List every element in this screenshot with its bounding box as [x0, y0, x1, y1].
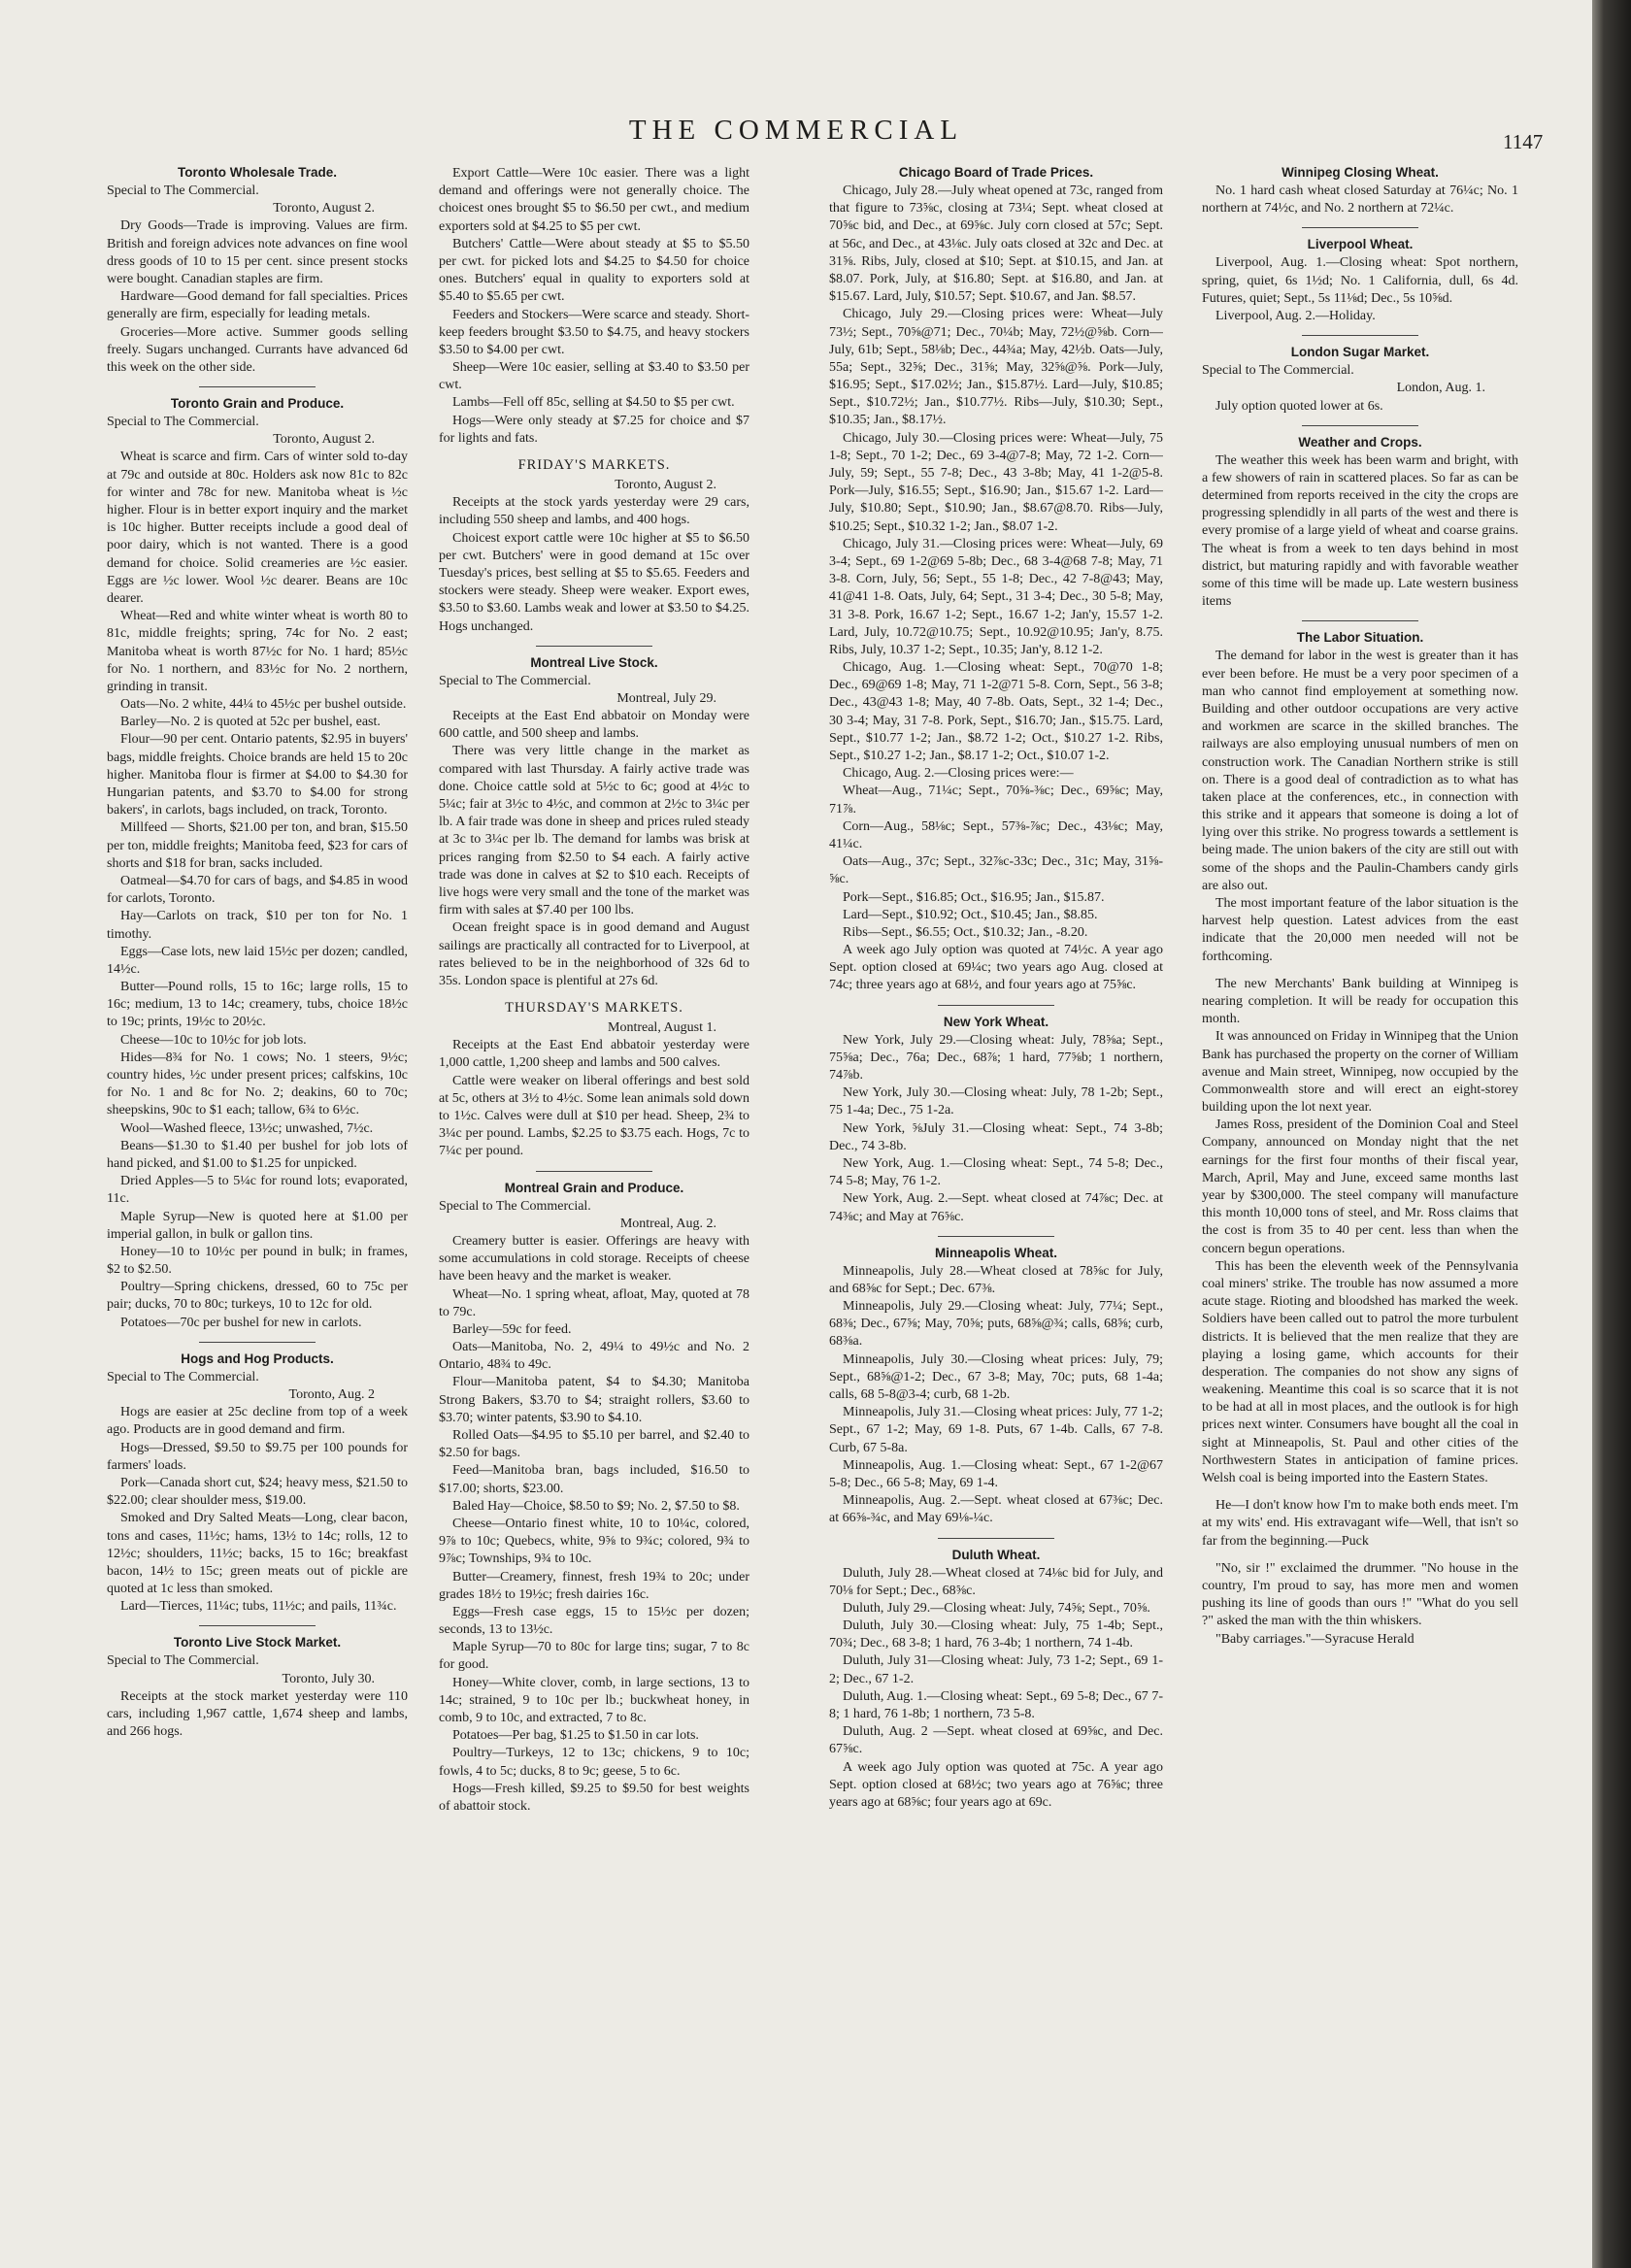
article-paragraph: Export Cattle—Were 10c easier. There was a light demand and offerings were not generally choice. The choicest ones brought $5 to $6.50 per cwt., and medium exporters sold at $4.25 to $5 per cwt.: [439, 166, 749, 234]
section-divider: [199, 386, 316, 387]
article-headline: Montreal Live Stock.: [530, 654, 658, 670]
article-paragraph: Maple Syrup—New is quoted here at $1.00 per imperial gallon, in bulk or gallon tins.: [107, 1209, 408, 1242]
article-dateline: Montreal, Aug. 2.: [619, 1216, 716, 1231]
article-byline: Special to The Commercial.: [439, 673, 591, 688]
article-paragraph: July option quoted lower at 6s.: [1215, 398, 1383, 414]
article-paragraph: Wheat—Red and white winter wheat is worth 80 to 81c, middle freights; spring, 74c for No. 2 east; Manitoba wheat is worth 87½c for No. 1 hard; 85½c for No. 1 northern, and 83½c for No. 2 northern, grinding in transit.: [107, 609, 408, 694]
article-headline: Liverpool Wheat.: [1307, 237, 1414, 252]
article: [1202, 345, 1518, 416]
article-paragraph: Baled Hay—Choice, $8.50 to $9; No. 2, $7.50 to $8.: [452, 1498, 740, 1514]
article-paragraph: New York, Aug. 2.—Sept. wheat closed at 74⅞c; Dec. at 74⅜c; and May at 76⅝c.: [829, 1191, 1163, 1224]
section-divider: [1302, 335, 1418, 336]
running-head: THE COMMERCIAL: [628, 115, 964, 146]
article-headline: Weather and Crops.: [1298, 434, 1422, 450]
article: [107, 396, 408, 1332]
article-paragraph: Duluth, July 30.—Closing wheat: July, 75 1-4b; Sept., 70¾; Dec., 68 3-8; 1 hard, 76 3-4b; 1 northern, 74 1-4b.: [829, 1618, 1163, 1651]
article: [107, 165, 408, 377]
article: [829, 165, 1163, 995]
article-paragraph: Honey—White clover, comb, in large sections, 13 to 14c; strained, 9 to 10c per lb.; buckwheat honey, in comb, 9 to 10c, and extracted, 7 to 8c.: [439, 1675, 749, 1725]
page-number: 1147: [1503, 130, 1544, 153]
article-paragraph: Groceries—More active. Summer goods selling freely. Sugars unchanged. Currants have advanced 6d this week on the other side.: [107, 324, 408, 375]
page-binding-edge: [1592, 0, 1631, 2268]
article-dateline: Toronto, August 2.: [273, 201, 375, 217]
article-paragraph: Duluth, July 29.—Closing wheat: July, 74⅝; Sept., 70⅝.: [843, 1600, 1150, 1616]
article-paragraph: A week ago July option was quoted at 75c. A year ago Sept. option closed at 68½c; two years ago at 76⅝c; three years ago at 68⅝c; four years ago at 69c.: [829, 1759, 1163, 1810]
article-dateline: Toronto, August 2.: [273, 432, 375, 448]
article-paragraph: Potatoes—70c per bushel for new in carlots.: [120, 1315, 362, 1330]
article-paragraph: Chicago, Aug. 1.—Closing wheat: Sept., 70@70 1-8; Dec., 69@69 1-8; May, 71 1-2@71 5-8. Corn, Sept., 56 3-8; Dec., 43@43 1-8; May, 40 7-8b. Oats, Sept., 32 1-4; Dec., 30 3-4; May, 31 7-8. Pork, Sept., $16.70; Jan., $15.75. Lard, Sept., $10.77 1-2; Jan., $8.72 1-2; Oct., $10.27 1-2. Ribs, Sept., $10.27 1-2; Jan., $8.17 1-2; Oct., $10.07 1-2.: [829, 660, 1163, 763]
article-paragraph: The most important feature of the labor situation is the harvest help question. Latest advices from the east indicate that the 20,000 men needed will not be forthcoming.: [1202, 896, 1518, 964]
section-divider: [1302, 227, 1418, 228]
article-paragraph: Wheat—Aug., 71¼c; Sept., 70⅝-⅜c; Dec., 69⅝c; May, 71⅞.: [829, 784, 1163, 817]
column-3: [829, 165, 1163, 2233]
article: [1202, 165, 1518, 217]
article-paragraph: Chicago, Aug. 2.—Closing prices were:—: [843, 766, 1074, 782]
article-paragraph: Pork—Canada short cut, $24; heavy mess, $21.50 to $22.00; clear shoulder mess, $19.00.: [107, 1475, 408, 1509]
article-paragraph: Eggs—Case lots, new laid 15½c per dozen; candled, 14½c.: [107, 944, 408, 977]
article-paragraph: Flour—Manitoba patent, $4 to $4.30; Manitoba Strong Bakers, $3.70 to $4; straight rollers, $3.60 to $3.70; winter patents, $3.90 to $4.10.: [439, 1375, 749, 1425]
section-divider: [536, 1171, 652, 1172]
article-paragraph: Beans—$1.30 to $1.40 per bushel for job lots of hand picked, and $1.00 to $1.25 for unpicked.: [107, 1138, 408, 1171]
article-paragraph: Duluth, Aug. 2 —Sept. wheat closed at 69⅝c, and Dec. 67⅝c.: [829, 1724, 1163, 1757]
article: [1202, 435, 1518, 612]
column-1: [107, 165, 408, 2233]
article-paragraph: Barley—59c for feed.: [452, 1321, 572, 1337]
article-headline: Montreal Grain and Produce.: [504, 1180, 684, 1195]
section-divider: [1302, 620, 1418, 621]
article-paragraph: He—I don't know how I'm to make both ends meet. I'm at my wits' end. His extravagant wife—Well, that isn't so far from the beginning.—Puck: [1202, 1498, 1518, 1549]
article-paragraph: Ribs—Sept., $6.55; Oct., $10.32; Jan., -8.20.: [843, 924, 1088, 940]
article: [1202, 976, 1518, 1487]
article: [107, 1351, 408, 1617]
article: [829, 1246, 1163, 1528]
article: [1202, 1497, 1518, 1551]
section-divider: [938, 1236, 1054, 1237]
article-paragraph: Rolled Oats—$4.95 to $5.10 per barrel, and $2.40 to $2.50 for bags.: [439, 1428, 749, 1461]
article-paragraph: Hogs—Dressed, $9.50 to $9.75 per 100 pounds for farmers' loads.: [107, 1440, 408, 1473]
article: [1202, 237, 1518, 325]
article-paragraph: Lambs—Fell off 85c, selling at $4.50 to $5 per cwt.: [452, 395, 735, 411]
article-paragraph: Lard—Tierces, 11¼c; tubs, 11½c; and pails, 11¾c.: [120, 1599, 397, 1615]
article: [439, 165, 749, 448]
article-paragraph: Liverpool, Aug. 2.—Holiday.: [1215, 308, 1376, 323]
article-headline: Toronto Wholesale Trade.: [177, 165, 338, 180]
article-paragraph: Receipts at the stock yards yesterday were 29 cars, including 550 sheep and lambs, and 400 hogs.: [439, 495, 749, 528]
article-paragraph: Minneapolis, July 31.—Closing wheat prices: July, 77 1-2; Sept., 67 1-2; May, 69 1-8. Puts, 67 1-4b. Calls, 67 7-8. Curb, 67 5-8a.: [829, 1405, 1163, 1455]
article-paragraph: Butter—Creamery, finnest, fresh 19¾ to 20c; under grades 18½ to 19½c; fresh dairies 16c.: [439, 1569, 749, 1602]
article-paragraph: Wheat is scarce and firm. Cars of winter sold to-day at 79c and outside at 80c. Holders ask now 81c to 82c for winter and 78c for new. Manitoba wheat is ½c higher. Flour is in better export inquiry and the market is 10c higher. Butter receipts include a good deal of poor dairy, which is not wanted. There is a good demand for choice. Solid creameries are ½c easier. Eggs are ½c lower. Wool ½c dearer. Beans are 10c dearer.: [107, 450, 408, 606]
article: [1202, 630, 1518, 965]
article-paragraph: Feeders and Stockers—Were scarce and steady. Short-keep feeders brought $3.50 to $4.75, and heavy stockers $3.50 to $4.00 per cwt.: [439, 307, 749, 357]
article-paragraph: Receipts at the East End abbatoir yesterday were 1,000 cattle, 1,200 sheep and lambs and 500 calves.: [439, 1038, 749, 1071]
article-paragraph: Choicest export cattle were 10c higher at $5 to $6.50 per cwt. Butchers' were in good demand at 15c over Tuesday's prices, best selling at $5 to $5.65. Feeders and stockers were steady. Sheep were weaker. Export ewes, $3.50 to $3.60. Lambs weak and lower at $3.50 to $4.25. Hogs unchanged.: [439, 530, 749, 634]
article-headline: New York Wheat.: [943, 1014, 1049, 1029]
article-paragraph: Duluth, Aug. 1.—Closing wheat: Sept., 69 5-8; Dec., 67 7-8; 1 hard, 76 1-8b; 1 northern, 73 5-8.: [829, 1688, 1163, 1721]
article-paragraph: Honey—10 to 10½c per pound in bulk; in frames, $2 to $2.50.: [107, 1244, 408, 1278]
article-paragraph: A week ago July option was quoted at 74½c. A year ago Sept. option closed at 69¼c; two years ago Aug. closed at 74c; three years ago at 68½, and four years ago at 75⅝c.: [829, 943, 1163, 993]
article-paragraph: Dried Apples—5 to 5¼c for round lots; evaporated, 11c.: [107, 1174, 408, 1207]
article: [829, 1548, 1163, 1813]
article-paragraph: It was announced on Friday in Winnipeg that the Union Bank has purchased the property on the corner of William avenue and Main street, Winnipeg, now occupied by the Commonwealth store and will erect an eight-storey building upon the lot next year.: [1202, 1029, 1518, 1116]
article: [107, 1635, 408, 1741]
article-paragraph: Corn—Aug., 58⅛c; Sept., 57⅜-⅞c; Dec., 43⅛c; May, 41¼c.: [829, 818, 1163, 851]
article-paragraph: Chicago, July 31.—Closing prices were: Wheat—July, 69 3-4; Sept., 69 1-2@69 5-8b; Dec., 68 3-4@68 7-8; May, 71 3-8. Corn, July, 56; Sept., 55 1-8; Dec., 42 7-8@43; May, 41@41 1-8. Oats, July, 64; Sept., 31 3-4; Dec., 30 5-8; May, 31 3-8. Pork, 16.67 1-2; Sept., 16.67 1-2; Jan'y, 15.57 1-2. Lard, July, 10.72@10.75; Sept., 10.92@10.95; Jan'y, 8.75. Ribs, July, 10.37 1-2; Sept., 10.35; Jan'y, 8.12 1-2.: [829, 536, 1163, 657]
article-byline: Special to The Commercial.: [107, 1369, 259, 1384]
article-paragraph: Chicago, July 28.—July wheat opened at 73c, ranged from that figure to 73⅝c, closing at 73¼; Sept. wheat closed at 70⅝c bid, and Dec., at 69⅝c. July corn closed at 57c; Sept. at 56c, and Dec., at 43⅛c. July oats closed at 32c and Dec. at 31⅝. Ribs, July, closed at $10; Sept. at $10.15, and Jan. at $8.07. Pork, July, at $16.80; Sept. at $16.80, and Jan. at $15.67. Lard, July, $10.57; Sept. $10.67, and Jan. $8.57.: [829, 183, 1163, 305]
article-paragraph: Liverpool, Aug. 1.—Closing wheat: Spot northern, spring, quiet, 6s 1½d; No. 1 California, dull, 6s 4d. Futures, quiet; Sept., 5s 11⅛d; Dec., 5s 10⅝d.: [1202, 255, 1518, 306]
article: [1202, 1560, 1518, 1649]
article-paragraph: The demand for labor in the west is greater than it has ever been before. He must be a very poor specimen of a man who cannot find employement at something now. Building and other outdoor occupations are very active and workmen are scarce in the skilled branches. The railways are also employing unusual numbers of men on construction work. The Canadian Northern strike is still on. There is a good deal of contradiction as to what has taken place at the conferences, etc., in connection with this strike and it appears that someone is doing a lot of lying over this strike. No progress towards a settlement is being made. The union bakers of the city are still out with some of the shops and the Paulin-Chambers candy girls are also out.: [1202, 649, 1518, 893]
article-headline: Chicago Board of Trade Prices.: [898, 165, 1094, 180]
article-paragraph: Wheat—No. 1 spring wheat, afloat, May, quoted at 78 to 79c.: [439, 1286, 749, 1319]
section-divider: [938, 1538, 1054, 1539]
article-paragraph: Flour—90 per cent. Ontario patents, $2.95 in buyers' bags, middle freights. Choice brands are held 15 to 20c higher. Manitoba flour is firmer at $4.00 to $4.30 for Hungarian patents, and $3.70 to $4.00 for strong bakers', in carlots, bags included, on track, Toronto.: [107, 732, 408, 818]
article-paragraph: Oats—Manitoba, No. 2, 49¼ to 49½c and No. 2 Ontario, 48¾ to 49c.: [439, 1340, 749, 1373]
article-paragraph: Receipts at the East End abbatoir on Monday were 600 cattle, and 500 sheep and lambs.: [439, 709, 749, 742]
article-paragraph: "Baby carriages."—Syracuse Herald: [1215, 1631, 1415, 1647]
article-paragraph: Hogs—Were only steady at $7.25 for choice and $7 for lights and fats.: [439, 413, 749, 446]
article-paragraph: Millfeed — Shorts, $21.00 per ton, and bran, $15.50 per ton, middle freights; Manitoba feed, $23 for cars of shorts and $18 for bran, sacks included.: [107, 820, 408, 871]
section-divider: [1302, 425, 1418, 426]
article: [829, 1015, 1163, 1226]
article-paragraph: Poultry—Turkeys, 12 to 13c; chickens, 9 to 10c; fowls, 4 to 5c; ducks, 8 to 9c; geese, 5 to 6c.: [439, 1746, 749, 1779]
article-paragraph: Sheep—Were 10c easier, selling at $3.40 to $3.50 per cwt.: [439, 360, 749, 393]
section-divider: [938, 1005, 1054, 1006]
article-paragraph: Hogs—Fresh killed, $9.25 to $9.50 for best weights of abattoir stock.: [439, 1781, 749, 1814]
article-paragraph: Ocean freight space is in good demand and August sailings are practically all contracted for to Liverpool, at rates believed to be in the neighborhood of 32s 6d to 35s. London space is plentiful at 27s 6d.: [439, 920, 749, 988]
article-byline: Special to The Commercial.: [439, 1198, 591, 1214]
article-byline: Special to The Commercial.: [107, 183, 259, 198]
article-paragraph: Dry Goods—Trade is improving. Values are firm. British and foreign advices note advances on fine wool dress goods of 10 to 15 per cent. since present stocks were bought. Canadian staples are firm.: [107, 218, 408, 286]
article-headline: Toronto Live Stock Market.: [173, 1635, 342, 1651]
article-paragraph: New York, ⅝July 31.—Closing wheat: Sept., 74 3-8b; Dec., 74 3-8b.: [829, 1120, 1163, 1153]
article-paragraph: Minneapolis, Aug. 1.—Closing wheat: Sept., 67 1-2@67 5-8; Dec., 66 5-8; May, 69 1-4.: [829, 1457, 1163, 1490]
article-paragraph: Oats—Aug., 37c; Sept., 32⅞c-33c; Dec., 31c; May, 31⅝-⅝c.: [829, 854, 1163, 887]
article-paragraph: Maple Syrup—70 to 80c for large tins; sugar, 7 to 8c for good.: [439, 1640, 749, 1673]
article-dateline: Montreal, August 1.: [608, 1020, 716, 1036]
article-paragraph: Chicago, July 29.—Closing prices were: Wheat—July 73½; Sept., 70⅝@71; Dec., 70¼b; May, 72½@⅝b. Corn—July, 61b; Sept., 58⅛b; Dec., 44¾a; May, 42½b. Oats—July, 55a; Sept., 32⅝; Dec., 31⅝; May, 32⅝@⅝. Pork—July, $16.95; Sept., $17.02½; Jan., $15.87½. Lard—July, $10.85; Sept., $10.72½; Jan., $10.77½. Ribs—July, $10.30; Sept., $10.35; Jan., $8.17½.: [829, 307, 1163, 428]
article-subheading: FRIDAY'S MARKETS.: [517, 457, 671, 473]
article-headline: Winnipeg Closing Wheat.: [1282, 165, 1439, 180]
article-paragraph: Butter—Pound rolls, 15 to 16c; large rolls, 15 to 16c; medium, 13 to 14c; creamery, tubs, choice 18½c to 19c; prints, 19½c to 20½c.: [107, 980, 408, 1030]
section-divider: [199, 1625, 316, 1626]
article-paragraph: Cheese—10c to 10½c for job lots.: [120, 1032, 307, 1048]
article-paragraph: Duluth, July 31—Closing wheat: July, 73 1-2; Sept., 69 1-2; Dec., 67 1-2.: [829, 1653, 1163, 1686]
article-headline: Minneapolis Wheat.: [934, 1245, 1057, 1260]
article-paragraph: Oats—No. 2 white, 44¼ to 45½c per bushel outside.: [120, 697, 407, 713]
article-headline: Hogs and Hog Products.: [181, 1351, 334, 1366]
article: [439, 655, 749, 990]
article-paragraph: Minneapolis, July 30.—Closing wheat prices: July, 79; Sept., 68⅝@1-2; Dec., 67 3-8; May, 70c; puts, 68 1-4a; calls, 68 5-8@3-4; curb, 68 1-2b.: [829, 1351, 1163, 1402]
article-paragraph: Minneapolis, Aug. 2.—Sept. wheat closed at 67⅜c; Dec. at 66⅝-¾c, and May 69⅛-¼c.: [829, 1493, 1163, 1526]
article-headline: Toronto Grain and Produce.: [170, 396, 345, 412]
article-paragraph: Oatmeal—$4.70 for cars of bags, and $4.85 in wood for carlots, Toronto.: [107, 873, 408, 907]
section-divider: [199, 1342, 316, 1343]
article-headline: Duluth Wheat.: [951, 1547, 1041, 1562]
article-headline: The Labor Situation.: [1296, 630, 1424, 646]
column-4: [1202, 165, 1518, 2233]
article-subheading: THURSDAY'S MARKETS.: [505, 1000, 683, 1017]
article-paragraph: James Ross, president of the Dominion Coal and Steel Company, announced on Monday night that the net earnings for the first four months of their fiscal year, March, April, May and June, exceed same months last year by $300,000. The steel company will manufacture this month 10,000 tons of steel, and Mr. Ross claims that the cost is from 35 to 40 per cent. less than when the concern begun operations.: [1202, 1117, 1518, 1256]
article-paragraph: New York, Aug. 1.—Closing wheat: Sept., 74 5-8; Dec., 74 5-8; May, 76 1-2.: [829, 1155, 1163, 1189]
article-paragraph: Receipts at the stock market yesterday were 110 cars, including 1,967 cattle, 1,674 sheep and lambs, and 266 hogs.: [107, 1688, 408, 1740]
article-paragraph: Creamery butter is easier. Offerings are heavy with some accumulations in cold storage. Receipts of cheese have been heavy and the market is weaker.: [439, 1233, 749, 1284]
article-paragraph: Barley—No. 2 is quoted at 52c per bushel, east.: [120, 715, 381, 730]
article-paragraph: Cheese—Ontario finest white, 10 to 10¼c, colored, 9⅞ to 10c; Quebecs, white, 9⅝ to 9¾c; colored, 9¾ to 9⅞c; Townships, 9¾ to 10c.: [439, 1516, 749, 1567]
article-paragraph: Poultry—Spring chickens, dressed, 60 to 75c per pair; ducks, 70 to 80c; turkeys, 10 to 12c for old.: [107, 1280, 408, 1313]
article-dateline: Toronto, July 30.: [282, 1671, 375, 1686]
article-paragraph: New York, July 29.—Closing wheat: July, 78⅝a; Sept., 75⅝a; Dec., 76a; Dec., 68⅞; 1 hard, 77⅝b; 1 northern, 74⅞b.: [829, 1032, 1163, 1083]
article-paragraph: There was very little change in the market as compared with last Thursday. A fairly active trade was done. Choice cattle sold at 5½c to 6c; good at 4½c to 5¼c; fair at 3½c to 4½c, and common at 2½c to 3¼c per lb. A fair trade was done in sheep and prices ruled steady at 3c to 3¼c per lb. The demand for lambs was brisk at prices ranging from $2.50 to $4 each. A fairly active trade was done in calves at $2 to $10 each. Receipts of live hogs were very small and the tone of the market was firm with sales at $7.40 per 100 lbs.: [439, 744, 749, 918]
article-paragraph: This has been the eleventh week of the Pennsylvania coal miners' strike. The trouble has now assumed a more acute stage. Rioting and bloodshed has marked the week. Soldiers have been called out to patrol the more turbulent districts. It is believed that the men realize that they are playing a losing game, which accounts for their desperation. The companies do not show any signs of weakening. Meantime this coal is so scarce that it is not to be had at all in most places, and the outlook is for high prices next winter. Consumers have bought all the coal in sight at Minneapolis, St. Paul and other cities of the Northwestern States in anticipation of famine prices. Welsh coal is being imported into the Eastern States.: [1202, 1258, 1518, 1485]
article-paragraph: "No, sir !" exclaimed the drummer. "No house in the country, I'm proud to say, has more men and women pushing its line of goods than ours !" "What do you sell ?" asked the man with the thin whiskers.: [1202, 1560, 1518, 1629]
article-paragraph: New York, July 30.—Closing wheat: July, 78 1-2b; Sept., 75 1-4a; Dec., 75 1-2a.: [829, 1085, 1163, 1118]
article-paragraph: The new Merchants' Bank building at Winnipeg is nearing completion. It will be ready for occupation this month.: [1202, 976, 1518, 1027]
article-paragraph: Pork—Sept., $16.85; Oct., $16.95; Jan., $15.87.: [843, 889, 1105, 905]
article-paragraph: Wool—Washed fleece, 13½c; unwashed, 7½c.: [120, 1120, 374, 1136]
article-headline: London Sugar Market.: [1290, 345, 1430, 360]
section-divider: [536, 646, 652, 647]
article-paragraph: No. 1 hard cash wheat closed Saturday at 76¼c; No. 1 northern at 74½c, and No. 2 northern at 72¼c.: [1202, 183, 1518, 217]
article-dateline: Toronto, Aug. 2: [288, 1387, 375, 1402]
article-paragraph: Hogs are easier at 25c decline from top of a week ago. Products are in good demand and firm.: [107, 1405, 408, 1438]
article-paragraph: Hardware—Good demand for fall specialties. Prices generally are firm, especially for leading metals.: [107, 289, 408, 322]
article-byline: Special to The Commercial.: [107, 1653, 259, 1669]
column-2: [439, 165, 749, 2233]
article-byline: Special to The Commercial.: [107, 415, 259, 430]
article: [439, 1181, 749, 1817]
article-paragraph: The weather this week has been warm and bright, with a few showers of rain in scattered places. So far as can be determined from reports received in the city the crops are progressing splendidly in all parts of the west and there is every promise of a large yield of wheat and coarse grains. The wheat is from a week to ten days behind in most district, but maturing rapidly and with favorable weather some of this time will be made up. Late western business items: [1202, 452, 1518, 610]
article-paragraph: Potatoes—Per bag, $1.25 to $1.50 in car lots.: [452, 1728, 699, 1744]
article-paragraph: Smoked and Dry Salted Meats—Long, clear bacon, tons and cases, 11½c; hams, 13½ to 14c; rolls, 12 to 12½c; shoulders, 11½c; backs, 15 to 16c; breakfast bacon, 14½ to 15c; green meats out of pickle are quoted at 1c less than smoked.: [107, 1511, 408, 1597]
article-paragraph: Hides—8¾ for No. 1 cows; No. 1 steers, 9½c; country hides, ½c under present prices; calfskins, 10c for No. 1 and 8c for No. 2; deakins, 60 to 70c; sheepskins, 90c to $1 each; tallow, 6¾ to 6½c.: [107, 1050, 408, 1118]
article-dateline: Toronto, August 2.: [615, 478, 716, 492]
article: [439, 1000, 749, 1161]
article: [439, 457, 749, 636]
article-paragraph: Feed—Manitoba bran, bags included, $16.50 to $17.00; shorts, $23.00.: [439, 1463, 749, 1496]
article-paragraph: Eggs—Fresh case eggs, 15 to 15½c per dozen; seconds, 13 to 13½c.: [439, 1604, 749, 1638]
article-paragraph: Lard—Sept., $10.92; Oct., $10.45; Jan., $8.85.: [843, 907, 1098, 922]
article-paragraph: Duluth, July 28.—Wheat closed at 74⅛c bid for July, and 70⅛ for Sept.; Dec., 68⅝c.: [829, 1565, 1163, 1598]
article-dateline: London, Aug. 1.: [1396, 381, 1485, 396]
article-paragraph: Minneapolis, July 28.—Wheat closed at 78⅝c for July, and 68⅝c for Sept.; Dec. 67⅜.: [829, 1263, 1163, 1296]
article-paragraph: Cattle were weaker on liberal offerings and best sold at 5c, others at 3½ to 4½c. Some lean animals sold down to 1½c. Calves were dull at $10 per head. Sheep, 2¾ to 3¼c per pound. Lambs, $2.25 to $3.75 each. Hogs, 7c to 7¼c per pound.: [439, 1073, 749, 1159]
article-paragraph: Hay—Carlots on track, $10 per ton for No. 1 timothy.: [107, 909, 408, 942]
article-paragraph: Butchers' Cattle—Were about steady at $5 to $5.50 per cwt. for picked lots and $4.25 to $4.50 for choice ones. Butchers' equal in quality to exporters sold at $5.40 to $5.65 per cwt.: [439, 236, 749, 305]
article-dateline: Montreal, July 29.: [616, 690, 716, 706]
article-byline: Special to The Commercial.: [1202, 363, 1354, 379]
article-paragraph: Chicago, July 30.—Closing prices were: Wheat—July, 75 1-8; Sept., 70 1-2; Dec., 69 3-4@7-8; May, 72 1-2. Corn—July, 59; Sept., 55 7-8; Dec., 43 3-8b; May, 41 1-2@5-8. Pork—July, $16.55; Sept., $16.90; Jan., $15.67 1-2. Lard—July, $10.80; Sept., $10.90; Jan., $8.67@8.70. Ribs—July, $10.25; Sept., $10.32 1-2; Jan., $8.07 1-2.: [829, 430, 1163, 534]
article-paragraph: Minneapolis, July 29.—Closing wheat: July, 77¼; Sept., 68⅜; Dec., 67⅝; May, 70⅝; puts, 68⅝@¾; calls, 68⅝; curb, 68⅜a.: [829, 1299, 1163, 1350]
